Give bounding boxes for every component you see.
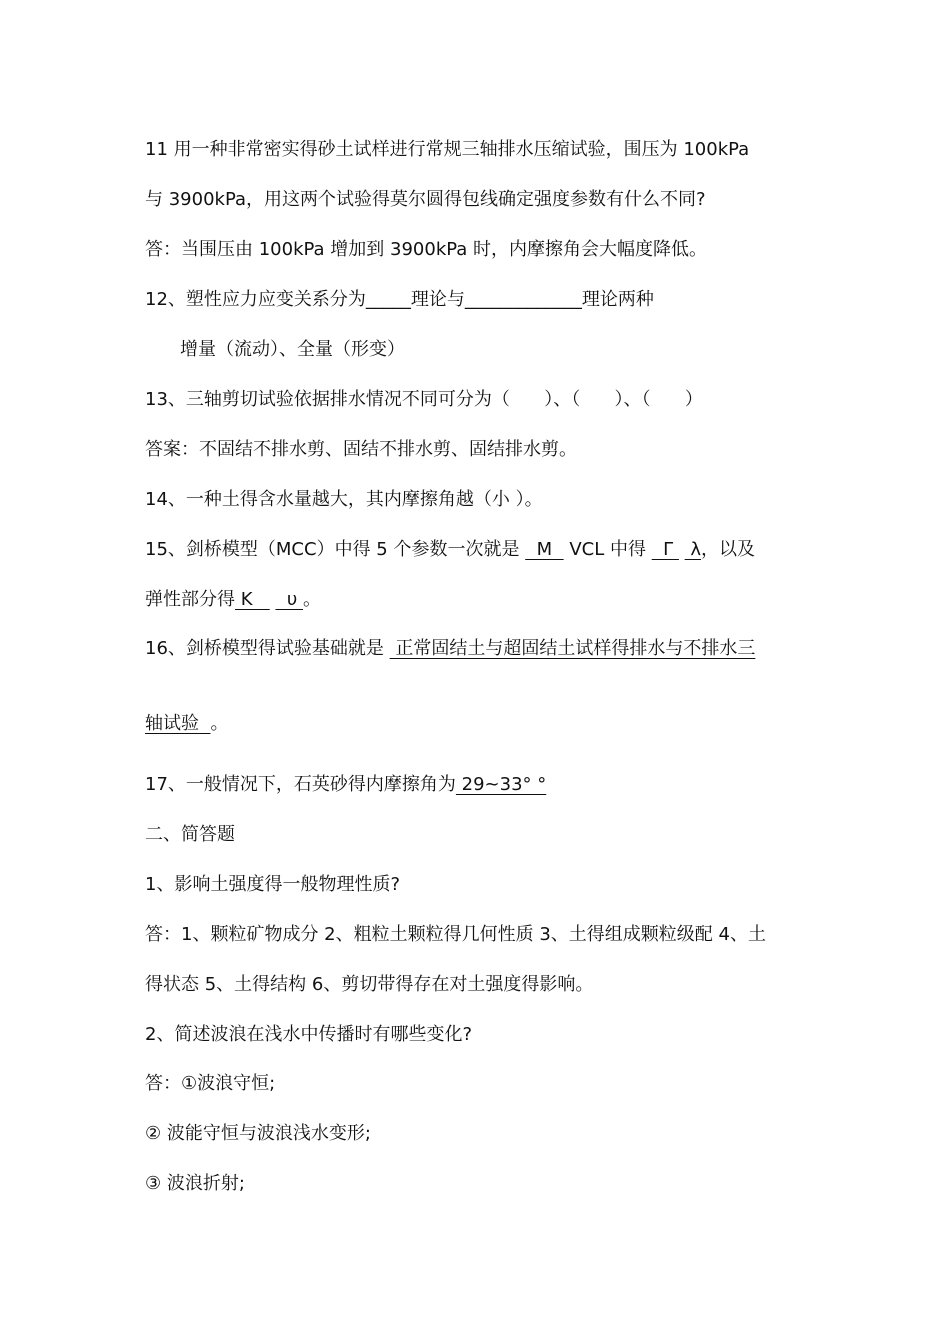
q15-blank-k: K [235,589,270,610]
q15-blank-gamma: Γ [651,539,679,560]
q16-answer-part2: 轴试验 [145,713,211,734]
q11-answer: 答：当围压由 100kPa 增加到 3900kPa 时，内摩擦角会大幅度降低。 [145,239,708,260]
q14-question: 14、一种土得含水量越大，其内摩擦角越（小 ）。 [145,489,543,510]
q16-suffix: 。 [210,713,229,734]
q17-answer: 29~33° ° [455,774,547,795]
q17-question [145,773,825,797]
q11-line1-text: 11 用一种非常密实得砂土试样进行常规三轴排水压缩试验，围压为 100kPa [145,139,750,160]
section2-q2: 2、简述波浪在浅水中传播时有哪些变化? [145,1024,473,1045]
q15-vcl: VCL 中得 [563,539,652,560]
section2-q1: 1、影响土强度得一般物理性质? [145,874,401,895]
q16-prefix: 16、剑桥模型得试验基础就是 [145,638,390,659]
q16-line2 [145,712,825,736]
q15-prefix: 15、剑桥模型（MCC）中得 5 个参数一次就是 [145,539,520,560]
q15-suffix: ，以及 [701,539,756,560]
q11-line1 [145,138,825,162]
q12-question [145,288,825,312]
q15-blank-lambda: λ [684,539,702,560]
q15-line2-prefix: 弹性部分得 [145,589,235,610]
q12-blank1: _____ [365,289,411,310]
q11-line2: 与 3900kPa，用这两个试验得莫尔圆得包线确定强度参数有什么不同? [145,189,706,210]
q12-blank2: _____________ [464,289,582,310]
q15-line1 [145,538,825,562]
q17-prefix: 17、一般情况下，石英砂得内摩擦角为 [145,774,456,795]
q16-line1 [145,637,825,661]
q12-suffix: 理论两种 [581,289,654,310]
section2-a1-line2: 得状态 5、土得结构 6、剪切带得存在对土强度得影响。 [145,974,594,995]
section2-title: 二、简答题 [145,824,235,845]
q15-line2-suffix: 。 [303,589,322,610]
q12-prefix: 12、塑性应力应变关系分为 [145,289,366,310]
section2-a2-item1: 答：①波浪守恒; [145,1073,276,1094]
section2-a2-item2: ② 波能守恒与波浪浅水变形; [145,1123,371,1144]
q15-blank-m: M [525,539,564,560]
q13-question: 13、三轴剪切试验依据排水情况不同可分为（ ）、（ ）、（ ） [145,389,703,410]
q15-blank-v: υ [275,589,304,610]
section2-a2-item3: ③ 波浪折射; [145,1173,245,1194]
q13-answer: 答案：不固结不排水剪、固结不排水剪、固结排水剪。 [145,439,577,460]
q15-line2 [145,588,825,612]
section2-a1-line1: 答：1、颗粒矿物成分 2、粗粒土颗粒得几何性质 3、土得组成颗粒级配 4、土 [145,924,766,945]
q16-answer-part1: 正常固结土与超固结土试样得排水与不排水三 [389,638,756,659]
q12-middle: 理论与 [410,289,465,310]
q12-answer: 增量（流动）、全量（形变） [180,339,405,360]
